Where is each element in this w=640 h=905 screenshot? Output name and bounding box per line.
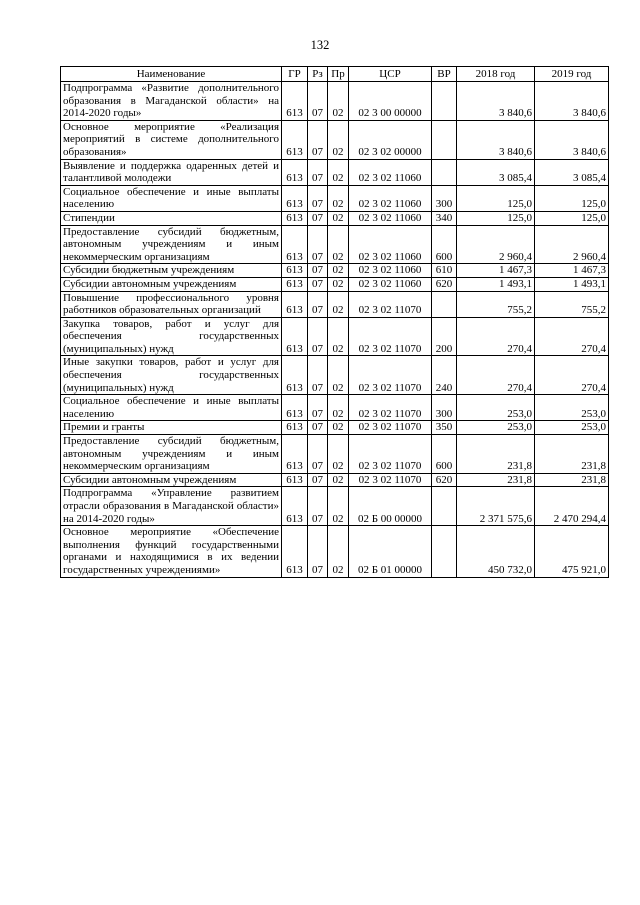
cell-gr: 613 <box>282 264 308 278</box>
cell-vr <box>432 159 457 185</box>
cell-gr: 613 <box>282 395 308 421</box>
cell-pr: 02 <box>328 225 349 264</box>
cell-name: Субсидии автономным учреждениям <box>61 277 282 291</box>
cell-2018: 253,0 <box>457 421 535 435</box>
cell-pr: 02 <box>328 395 349 421</box>
cell-rz: 07 <box>308 291 328 317</box>
cell-pr: 02 <box>328 277 349 291</box>
cell-csr: 02 3 02 11060 <box>349 159 432 185</box>
cell-name: Премии и гранты <box>61 421 282 435</box>
cell-rz: 07 <box>308 356 328 395</box>
cell-pr: 02 <box>328 526 349 577</box>
cell-csr: 02 3 02 11070 <box>349 421 432 435</box>
cell-2019: 3 840,6 <box>535 82 609 121</box>
table-row <box>61 356 609 395</box>
cell-csr: 02 3 02 11060 <box>349 211 432 225</box>
cell-gr: 613 <box>282 120 308 159</box>
cell-2018: 231,8 <box>457 435 535 474</box>
cell-vr: 600 <box>432 435 457 474</box>
cell-2019: 231,8 <box>535 435 609 474</box>
cell-2019: 1 493,1 <box>535 277 609 291</box>
cell-2018: 3 085,4 <box>457 159 535 185</box>
cell-vr: 240 <box>432 356 457 395</box>
cell-csr: 02 3 02 11060 <box>349 225 432 264</box>
cell-name: Закупка товаров, работ и услуг для обеспечения государственных (муниципальных) нужд <box>61 317 282 356</box>
cell-pr: 02 <box>328 120 349 159</box>
cell-csr: 02 3 02 11060 <box>349 185 432 211</box>
cell-2018: 450 732,0 <box>457 526 535 577</box>
cell-csr: 02 3 02 11070 <box>349 473 432 487</box>
header-rz: Рз <box>308 67 328 82</box>
header-name: Наименование <box>61 67 282 82</box>
cell-2019: 270,4 <box>535 317 609 356</box>
cell-vr: 620 <box>432 473 457 487</box>
cell-name: Субсидии бюджетным учреждениям <box>61 264 282 278</box>
cell-2019: 253,0 <box>535 395 609 421</box>
cell-2018: 125,0 <box>457 211 535 225</box>
cell-pr: 02 <box>328 159 349 185</box>
cell-gr: 613 <box>282 526 308 577</box>
cell-pr: 02 <box>328 473 349 487</box>
cell-2018: 2 960,4 <box>457 225 535 264</box>
header-vr: ВР <box>432 67 457 82</box>
header-csr: ЦСР <box>349 67 432 82</box>
cell-rz: 07 <box>308 185 328 211</box>
cell-name: Подпрограмма «Управление развитием отрасли образования в Магаданской области» на 2014-2020 годы» <box>61 487 282 526</box>
cell-2019: 125,0 <box>535 185 609 211</box>
table-row <box>61 82 609 121</box>
table-row <box>61 395 609 421</box>
cell-pr: 02 <box>328 487 349 526</box>
cell-2018: 755,2 <box>457 291 535 317</box>
cell-pr: 02 <box>328 356 349 395</box>
cell-name: Социальное обеспечение и иные выплаты населению <box>61 395 282 421</box>
cell-pr: 02 <box>328 435 349 474</box>
cell-gr: 613 <box>282 421 308 435</box>
cell-gr: 613 <box>282 356 308 395</box>
cell-rz: 07 <box>308 421 328 435</box>
cell-name: Стипендии <box>61 211 282 225</box>
cell-pr: 02 <box>328 291 349 317</box>
cell-pr: 02 <box>328 421 349 435</box>
cell-2019: 3 840,6 <box>535 120 609 159</box>
table-row <box>61 526 609 577</box>
table-row <box>61 277 609 291</box>
cell-rz: 07 <box>308 211 328 225</box>
cell-gr: 613 <box>282 435 308 474</box>
cell-2018: 270,4 <box>457 356 535 395</box>
cell-csr: 02 3 02 11070 <box>349 317 432 356</box>
cell-2018: 253,0 <box>457 395 535 421</box>
cell-2018: 3 840,6 <box>457 82 535 121</box>
cell-name: Социальное обеспечение и иные выплаты населению <box>61 185 282 211</box>
table-row <box>61 225 609 264</box>
cell-rz: 07 <box>308 225 328 264</box>
table-row <box>61 487 609 526</box>
header-gr: ГР <box>282 67 308 82</box>
header-2019: 2019 год <box>535 67 609 82</box>
cell-2018: 1 467,3 <box>457 264 535 278</box>
cell-vr: 610 <box>432 264 457 278</box>
budget-table <box>60 66 609 578</box>
cell-vr: 350 <box>432 421 457 435</box>
cell-vr <box>432 120 457 159</box>
cell-2019: 125,0 <box>535 211 609 225</box>
cell-name: Предоставление субсидий бюджетным, автономным учреждениям и иным некоммерческим организациям <box>61 435 282 474</box>
cell-csr: 02 3 02 11060 <box>349 277 432 291</box>
cell-gr: 613 <box>282 82 308 121</box>
header-2018: 2018 год <box>457 67 535 82</box>
cell-csr: 02 Б 00 00000 <box>349 487 432 526</box>
cell-rz: 07 <box>308 264 328 278</box>
cell-vr: 620 <box>432 277 457 291</box>
cell-name: Выявление и поддержка одаренных детей и талантливой молодежи <box>61 159 282 185</box>
cell-rz: 07 <box>308 435 328 474</box>
cell-name: Основное мероприятие «Обеспечение выполнения функций государственными органами и находящимися в их ведении государственных учреждениями» <box>61 526 282 577</box>
cell-rz: 07 <box>308 120 328 159</box>
cell-rz: 07 <box>308 526 328 577</box>
cell-rz: 07 <box>308 82 328 121</box>
cell-gr: 613 <box>282 317 308 356</box>
cell-rz: 07 <box>308 317 328 356</box>
cell-2018: 3 840,6 <box>457 120 535 159</box>
cell-pr: 02 <box>328 185 349 211</box>
cell-2019: 2 960,4 <box>535 225 609 264</box>
table-row <box>61 317 609 356</box>
cell-2019: 1 467,3 <box>535 264 609 278</box>
cell-2018: 125,0 <box>457 185 535 211</box>
cell-vr <box>432 291 457 317</box>
cell-gr: 613 <box>282 473 308 487</box>
cell-2018: 1 493,1 <box>457 277 535 291</box>
table-row <box>61 264 609 278</box>
cell-csr: 02 3 02 11070 <box>349 395 432 421</box>
cell-gr: 613 <box>282 487 308 526</box>
cell-rz: 07 <box>308 395 328 421</box>
cell-2019: 755,2 <box>535 291 609 317</box>
cell-csr: 02 3 02 11060 <box>349 264 432 278</box>
cell-vr: 600 <box>432 225 457 264</box>
cell-2019: 231,8 <box>535 473 609 487</box>
cell-csr: 02 3 02 11070 <box>349 435 432 474</box>
cell-2018: 2 371 575,6 <box>457 487 535 526</box>
cell-vr: 200 <box>432 317 457 356</box>
cell-rz: 07 <box>308 159 328 185</box>
cell-gr: 613 <box>282 277 308 291</box>
cell-2019: 2 470 294,4 <box>535 487 609 526</box>
table-row <box>61 159 609 185</box>
table-row <box>61 291 609 317</box>
cell-vr <box>432 82 457 121</box>
cell-vr: 300 <box>432 185 457 211</box>
table-body <box>61 82 609 578</box>
cell-name: Подпрограмма «Развитие дополнительного образования в Магаданской области» на 2014-2020 годы» <box>61 82 282 121</box>
cell-2019: 270,4 <box>535 356 609 395</box>
cell-vr: 300 <box>432 395 457 421</box>
cell-pr: 02 <box>328 211 349 225</box>
cell-name: Субсидии автономным учреждениям <box>61 473 282 487</box>
cell-name: Иные закупки товаров, работ и услуг для обеспечения государственных (муниципальных) нужд <box>61 356 282 395</box>
cell-2019: 3 085,4 <box>535 159 609 185</box>
cell-2019: 475 921,0 <box>535 526 609 577</box>
cell-2018: 231,8 <box>457 473 535 487</box>
cell-csr: 02 3 00 00000 <box>349 82 432 121</box>
page-number: 132 <box>310 38 330 52</box>
cell-pr: 02 <box>328 317 349 356</box>
header-pr: Пр <box>328 67 349 82</box>
table-header-row <box>61 67 609 82</box>
cell-csr: 02 3 02 11070 <box>349 291 432 317</box>
cell-csr: 02 3 02 11070 <box>349 356 432 395</box>
cell-rz: 07 <box>308 487 328 526</box>
cell-gr: 613 <box>282 291 308 317</box>
cell-rz: 07 <box>308 277 328 291</box>
cell-vr <box>432 526 457 577</box>
cell-2019: 253,0 <box>535 421 609 435</box>
table-row <box>61 473 609 487</box>
cell-csr: 02 3 02 00000 <box>349 120 432 159</box>
cell-pr: 02 <box>328 264 349 278</box>
table-row <box>61 120 609 159</box>
cell-pr: 02 <box>328 82 349 121</box>
cell-csr: 02 Б 01 00000 <box>349 526 432 577</box>
table-row <box>61 421 609 435</box>
cell-name: Предоставление субсидий бюджетным, автономным учреждениям и иным некоммерческим организациям <box>61 225 282 264</box>
cell-gr: 613 <box>282 211 308 225</box>
cell-vr: 340 <box>432 211 457 225</box>
cell-name: Повышение профессионального уровня работников образовательных организаций <box>61 291 282 317</box>
cell-gr: 613 <box>282 225 308 264</box>
cell-rz: 07 <box>308 473 328 487</box>
table-row <box>61 185 609 211</box>
cell-gr: 613 <box>282 159 308 185</box>
cell-gr: 613 <box>282 185 308 211</box>
cell-name: Основное мероприятие «Реализация мероприятий в системе дополнительного образования» <box>61 120 282 159</box>
table-row <box>61 435 609 474</box>
table-row <box>61 211 609 225</box>
cell-vr <box>432 487 457 526</box>
cell-2018: 270,4 <box>457 317 535 356</box>
